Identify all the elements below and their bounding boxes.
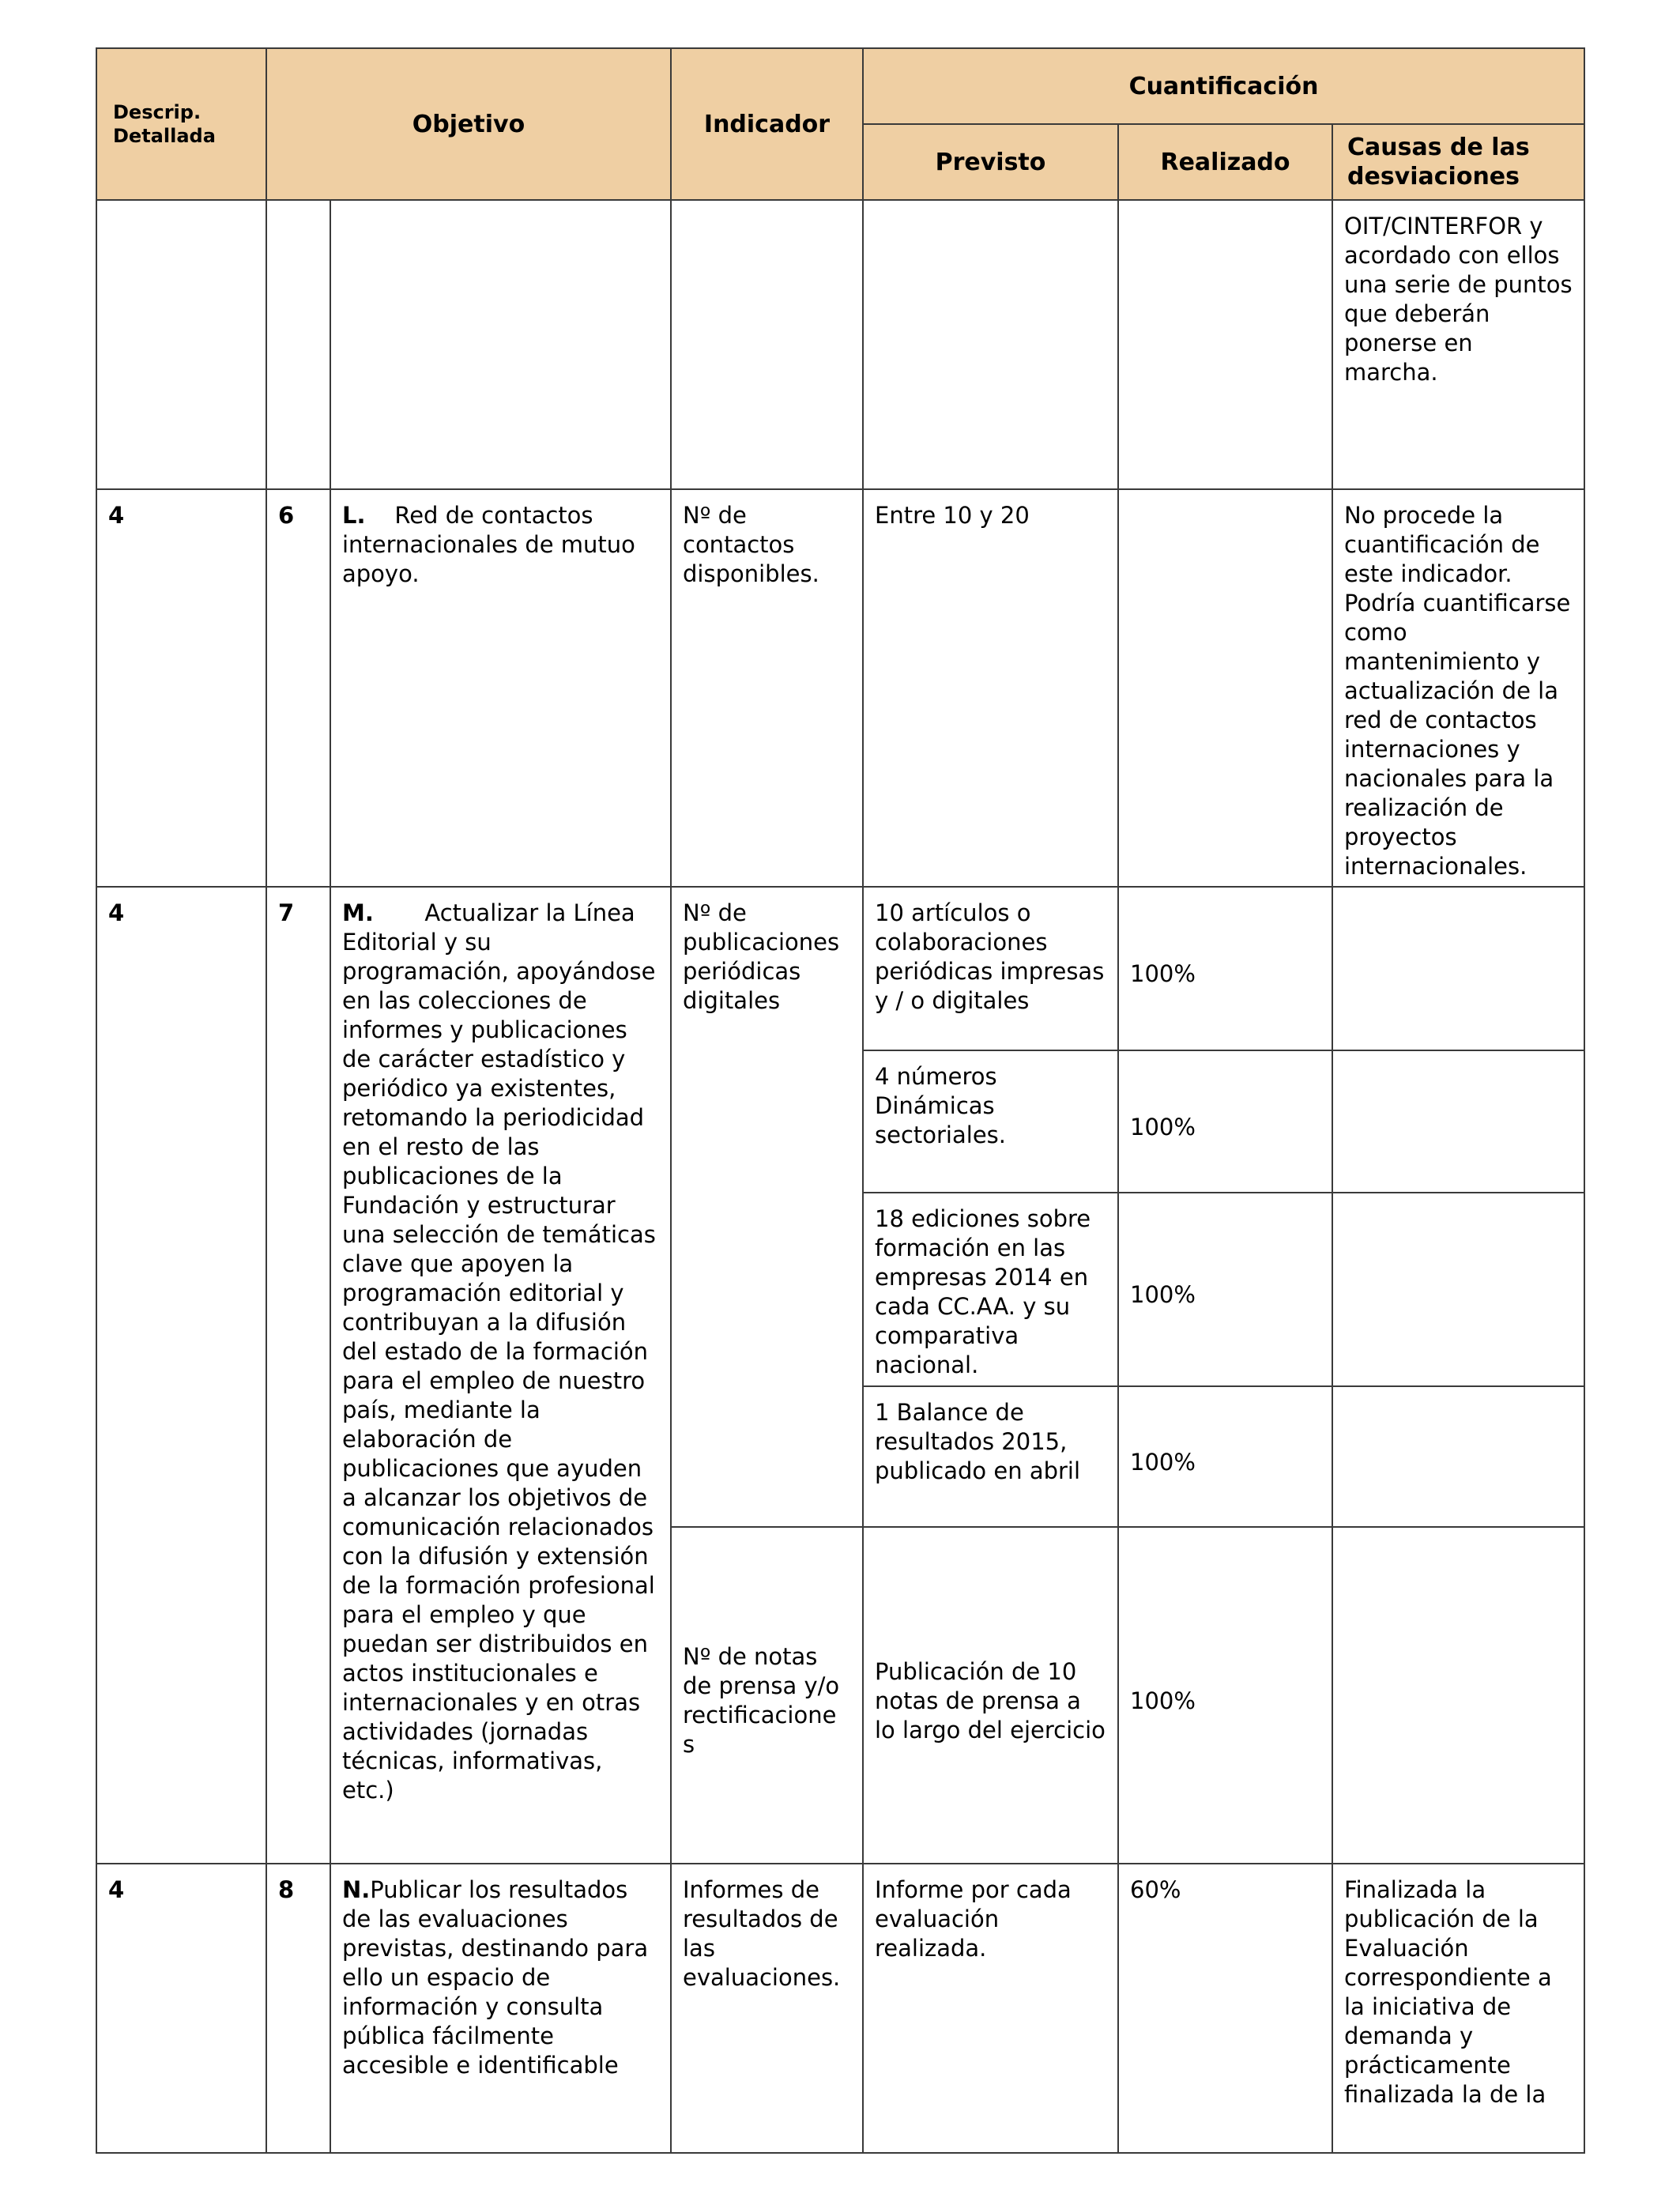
cell-col1: 4 <box>96 1864 266 2153</box>
objective-letter: M. <box>342 899 374 926</box>
cell-causas <box>1332 1386 1584 1527</box>
cuantificacion-table <box>96 47 1585 2154</box>
objective-text: Actualizar la Línea Editorial y su programación, apoyándose en las colecciones de informes y publicaciones de carácter estadístico y periódico ya existentes, retomando la periodicidad en el resto de las publicaciones de la Fundación y estructurar una selección de temáticas clave que apoyen la programación editorial y contribuyan a la difusión del estado de la formación para el empleo de nuestro país, mediante la elaboración de publicaciones que ayuden a alcanzar los objetivos de comunicación relacionados con la difusión y extensión de la formación profesional para el empleo y que puedan ser distribuidos en actos institucionales e internacionales y en otras actividades (jornadas técnicas, informativas, etc.) <box>342 899 664 1804</box>
cell-causas: No procede la cuantificación de este indicador. Podría cuantificarse como mantenimiento y actualización de la red de contactos internaciones y nacionales para la realización de proyectos internacionales. <box>1332 489 1584 887</box>
cell-previsto: Entre 10 y 20 <box>863 489 1118 887</box>
cell-realizado: 100% <box>1118 1386 1332 1527</box>
cell-empty <box>863 200 1118 489</box>
cell-causas <box>1332 1050 1584 1193</box>
header-objetivo: Objetivo <box>266 48 671 200</box>
objective-letter: N. <box>342 1876 371 1903</box>
cell-causas <box>1332 1527 1584 1864</box>
cell-col1: 4 <box>96 887 266 1864</box>
header-cuantificacion: Cuantificación <box>863 48 1584 124</box>
cell-indicador: Nº de contactos disponibles. <box>671 489 863 887</box>
cell-previsto: 10 artículos o colaboraciones periódicas impresas y / o digitales <box>863 887 1118 1050</box>
header-indicador: Indicador <box>671 48 863 200</box>
objective-text: Red de contactos internacionales de mutuo apoyo. <box>342 502 643 587</box>
cell-col2: 7 <box>266 887 330 1864</box>
cell-col2: 6 <box>266 489 330 887</box>
cell-previsto: 18 ediciones sobre formación en las empresas 2014 en cada CC.AA. y su comparativa nacional. <box>863 1193 1118 1386</box>
cell-causas: OIT/CINTERFOR y acordado con ellos una serie de puntos que deberán ponerse en marcha. <box>1332 200 1584 489</box>
header-realizado: Realizado <box>1118 124 1332 200</box>
cell-realizado: 100% <box>1118 1193 1332 1386</box>
table-row-m-1 <box>96 887 1584 1050</box>
header-descrip: Descrip. Detallada <box>96 48 266 200</box>
cell-causas <box>1332 887 1584 1050</box>
header-row-1 <box>96 48 1584 124</box>
cell-realizado: 100% <box>1118 1527 1332 1864</box>
cell-causas: Finalizada la publicación de la Evaluación correspondiente a la iniciativa de demanda y prácticamente finalizada la de la <box>1332 1864 1584 2153</box>
header-previsto: Previsto <box>863 124 1118 200</box>
cell-empty <box>1118 200 1332 489</box>
cell-realizado <box>1118 489 1332 887</box>
cell-previsto: Informe por cada evaluación realizada. <box>863 1864 1118 2153</box>
header-causas: Causas de las desviaciones <box>1332 124 1584 200</box>
table-row-n <box>96 1864 1584 2153</box>
cell-objetivo <box>330 489 671 887</box>
cell-previsto: Publicación de 10 notas de prensa a lo largo del ejercicio <box>863 1527 1118 1864</box>
cell-col1: 4 <box>96 489 266 887</box>
objective-letter: L. <box>342 502 366 529</box>
cell-causas <box>1332 1193 1584 1386</box>
cell-objetivo <box>330 1864 671 2153</box>
cell-col2: 8 <box>266 1864 330 2153</box>
cell-realizado: 60% <box>1118 1864 1332 2153</box>
cell-realizado: 100% <box>1118 1050 1332 1193</box>
cell-empty <box>266 200 330 489</box>
cell-previsto: 1 Balance de resultados 2015, publicado en abril <box>863 1386 1118 1527</box>
cell-indicador: Nº de notas de prensa y/o rectificacione s <box>671 1527 863 1864</box>
cell-empty <box>96 200 266 489</box>
table-row-l <box>96 489 1584 887</box>
objective-text: Publicar los resultados de las evaluaciones previstas, destinando para ello un espacio de información y consulta pública fácilmente accesible e identificable <box>342 1876 649 2079</box>
cell-indicador: Informes de resultados de las evaluaciones. <box>671 1864 863 2153</box>
cell-realizado: 100% <box>1118 887 1332 1050</box>
cell-empty <box>671 200 863 489</box>
cell-objetivo <box>330 887 671 1864</box>
table-row-continued <box>96 200 1584 489</box>
cell-indicador: Nº de publicaciones periódicas digitales <box>671 887 863 1527</box>
cell-previsto: 4 números Dinámicas sectoriales. <box>863 1050 1118 1193</box>
cell-empty <box>330 200 671 489</box>
